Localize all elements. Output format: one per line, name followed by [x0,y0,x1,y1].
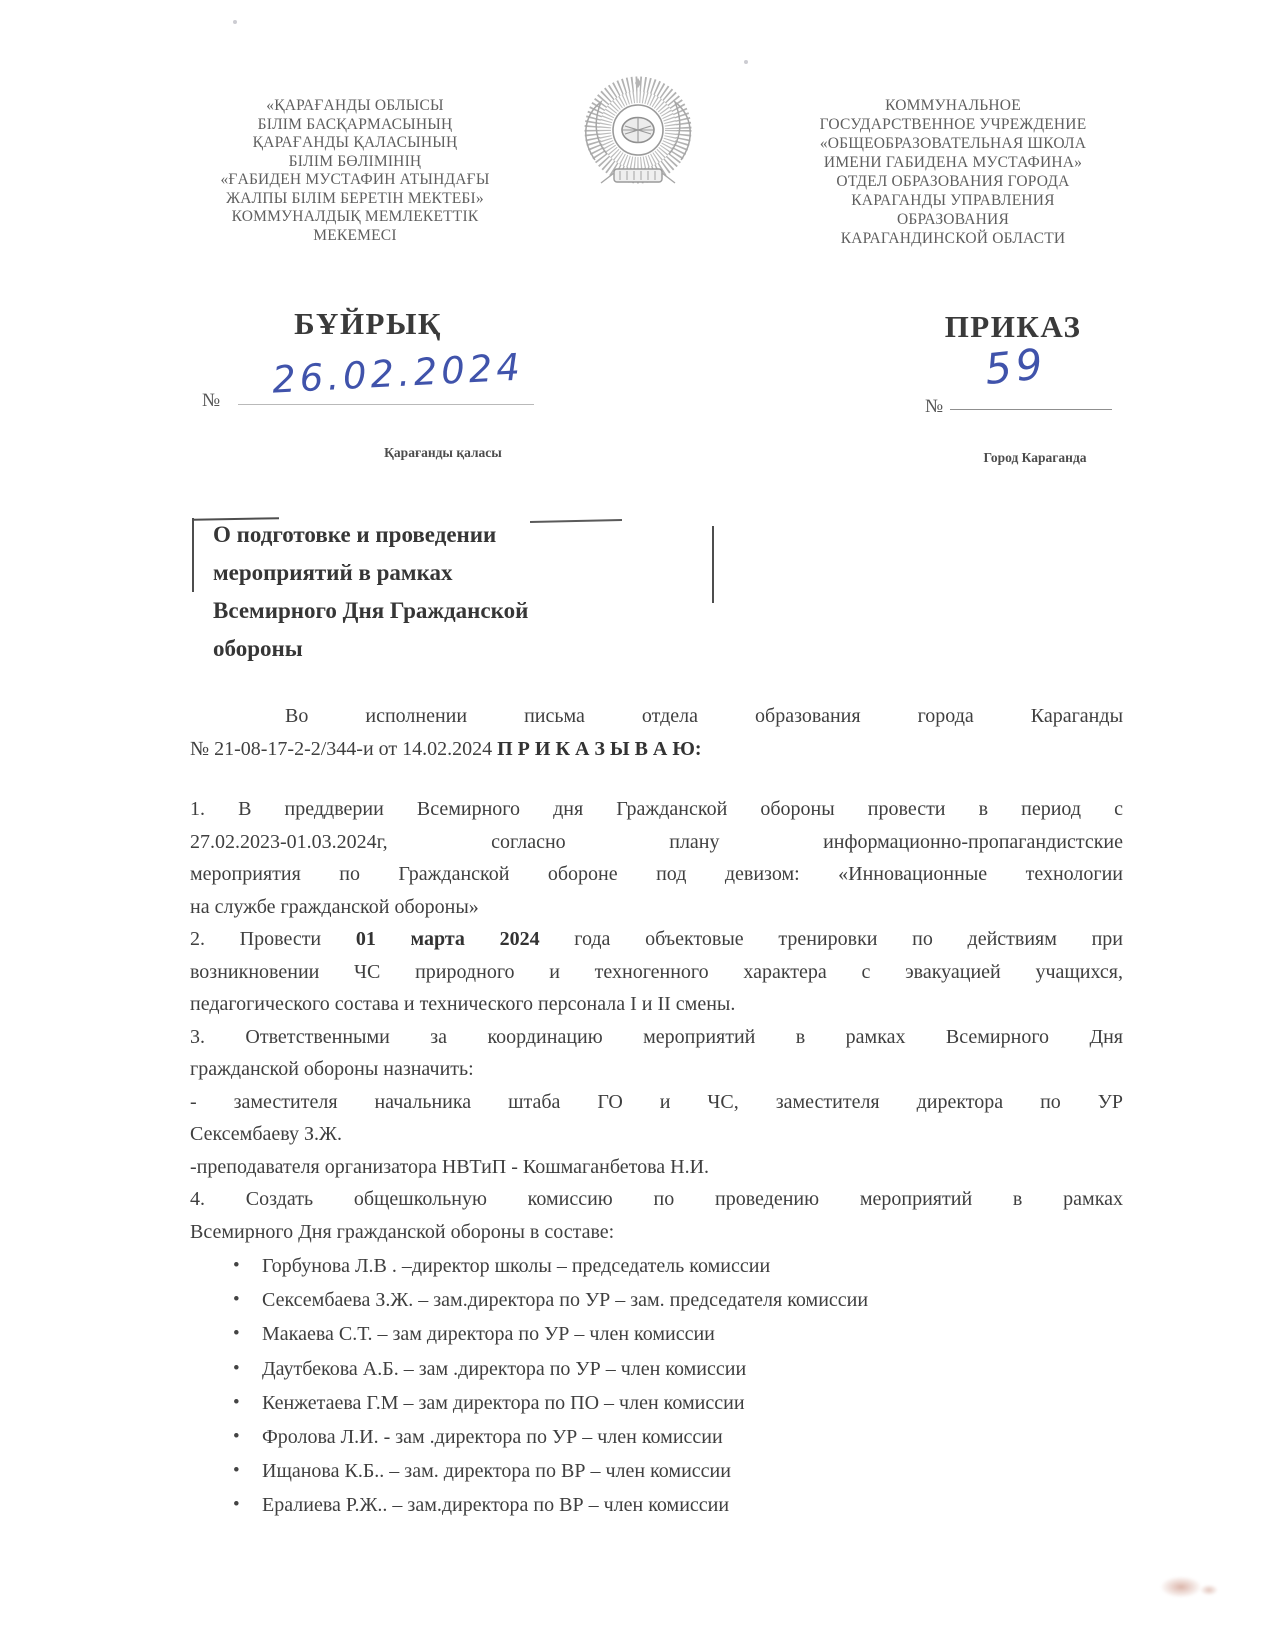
org-name-kk-line: ҚАРАҒАНДЫ ҚАЛАСЫНЫҢ [252,134,458,151]
prikazyvayu-keyword: П Р И К А З Ы В А Ю: [497,737,702,760]
place-label-kazakh: Қарағанды қаласы [384,445,502,460]
org-name-ru-line: ОТДЕЛ ОБРАЗОВАНИЯ ГОРОДА [836,173,1070,190]
org-name-kk-line: «ҒАБИДЕН МУСТАФИН АТЫНДАҒЫ [220,171,490,188]
item1-line: на службе гражданской обороны» [190,895,479,918]
commission-member [233,1317,1123,1351]
commission-member-text: Сексембаева З.Ж. – зам.директора по УР – зам. председателя комиссии [262,1289,869,1312]
order-subject [213,516,643,668]
org-name-kazakh [175,97,535,245]
item2-text: 2. Провести [190,928,356,950]
scan-artifact-vertical-line [712,526,714,603]
org-name-kk-line: ЖАЛПЫ БІЛІМ БЕРЕТІН МЕКТЕБІ» [226,189,484,207]
commission-member [233,1386,1123,1420]
subject-line: мероприятий в рамках [213,560,453,585]
bullet-icon: • [233,1391,240,1413]
commission-member [233,1420,1123,1454]
bullet-icon: • [233,1323,240,1345]
item4-line: Всемирного Дня гражданской обороны в составе: [190,1220,615,1243]
date-underline [238,404,534,405]
subject-line: Всемирного Дня Гражданской [213,598,529,623]
intro-ref: № 21-08-17-2-2/344-и от 14.02.2024 [190,737,498,760]
place-label-russian: Город Караганда [983,450,1087,465]
commission-member-text: Макаева С.Т. – зам директора по УР – член комиссии [262,1323,715,1346]
kazakhstan-coat-of-arms-icon [573,74,703,199]
handwritten-order-number: 59 [982,338,1049,395]
commission-member [233,1488,1123,1522]
org-name-ru-line: КАРАГАНДИНСКОЙ ОБЛАСТИ [840,230,1066,247]
commission-list [233,1249,1123,1523]
org-name-ru-line: КОММУНАЛЬНОЕ [885,97,1021,114]
commission-member [233,1249,1123,1283]
item3-line: Сексембаеву З.Ж. [190,1123,342,1145]
commission-member [233,1283,1123,1317]
org-name-russian [748,96,1158,248]
org-name-ru-line: ГОСУДАРСТВЕННОЕ УЧРЕЖДЕНИЕ [819,116,1087,133]
ink-stain [1196,1582,1222,1598]
item2-line: педагогического состава и технического персонала I и II смены. [190,993,736,1015]
item3-line: - заместителя начальника штаба ГО и ЧС, заместителя директора по УР [190,1090,1123,1113]
intro-line [190,733,1123,766]
org-name-kk-line: БІЛІМ БӨЛІМІНІҢ [288,152,422,170]
commission-member-text: Даутбекова А.Б. – зам .директора по УР – член комиссии [262,1357,747,1380]
item1-line: 1. В преддверии Всемирного дня Гражданской обороны провести в период с [190,798,1123,820]
item2-date-bold: 01 марта 2024 [355,928,540,950]
org-name-kk-line: «ҚАРАҒАНДЫ ОБЛЫСЫ [266,97,444,114]
scan-artifact-bracket-vertical [192,518,194,592]
item4-line: 4. Создать общешкольную комиссию по проведению мероприятий в рамках [190,1188,1123,1210]
order-title-russian: ПРИКАЗ [944,309,1082,344]
commission-member-text: Ералиева Р.Ж.. – зам.директора по ВР – член комиссии [262,1494,730,1517]
item3-line: 3. Ответственными за координацию мероприятий в рамках Всемирного Дня [190,1025,1123,1048]
scan-speck [233,20,237,24]
number-underline [950,409,1112,410]
item3-line: гражданской обороны назначить: [190,1058,474,1080]
number-label-kk: № [202,390,221,411]
order-title-kazakh: БҰЙРЫҚ [294,306,442,341]
bullet-icon: • [233,1460,240,1482]
org-name-ru-line: ОБРАЗОВАНИЯ [897,211,1009,228]
handwritten-date: 26.02.2024 [271,345,525,402]
bullet-icon: • [233,1494,240,1516]
commission-member-text: Фролова Л.И. - зам .директора по УР – член комиссии [262,1426,723,1449]
org-name-ru-line: КАРАГАНДЫ УПРАВЛЕНИЯ [851,192,1055,209]
intro-line: Во исполнении письма отдела образования города Караганды [285,705,1123,727]
commission-member-text: Ищанова К.Б.. – зам. директора по ВР – член комиссии [262,1460,731,1483]
item2-line: возникновении ЧС природного и техногенного характера с эвакуацией учащихся, [190,960,1123,983]
org-name-kk-line: МЕКЕМЕСІ [313,226,397,244]
number-label-ru: № [925,396,944,417]
order-body [190,700,1123,1523]
org-name-ru-line: «ОБЩЕОБРАЗОВАТЕЛЬНАЯ ШКОЛА [819,135,1087,152]
org-name-kk-line: КОММУНАЛДЫҚ МЕМЛЕКЕТТІК [231,208,479,225]
bullet-icon: • [233,1426,240,1448]
subject-line: обороны [213,636,303,661]
item1-line: мероприятия по Гражданской обороне под девизом: «Инновационные технологии [190,863,1123,885]
commission-member [233,1454,1123,1488]
commission-member [233,1352,1123,1386]
subject-line: О подготовке и проведении [213,522,497,547]
commission-member-text: Кенжетаева Г.М – зам директора по ПО – член комиссии [262,1391,745,1414]
bullet-icon: • [233,1289,240,1311]
commission-member-text: Горбунова Л.В . –директор школы – председатель комиссии [262,1255,771,1277]
bullet-icon: • [233,1357,240,1379]
org-name-kk-line: БІЛІМ БАСҚАРМАСЫНЫҢ [257,115,453,133]
org-name-ru-line: ИМЕНИ ГАБИДЕНА МУСТАФИНА» [823,154,1083,171]
item1-line: 27.02.2023-01.03.2024г, согласно плану информационно-пропагандистские [190,830,1123,853]
paragraph-gap [190,765,1123,793]
item2-line [190,923,1123,956]
scan-speck [744,60,748,64]
bullet-icon: • [233,1255,240,1276]
item3-line: -преподавателя организатора НВТиП - Кошмаганбетова Н.И. [190,1155,710,1178]
item2-text: года объектовые тренировки по действиям при [539,928,1123,950]
